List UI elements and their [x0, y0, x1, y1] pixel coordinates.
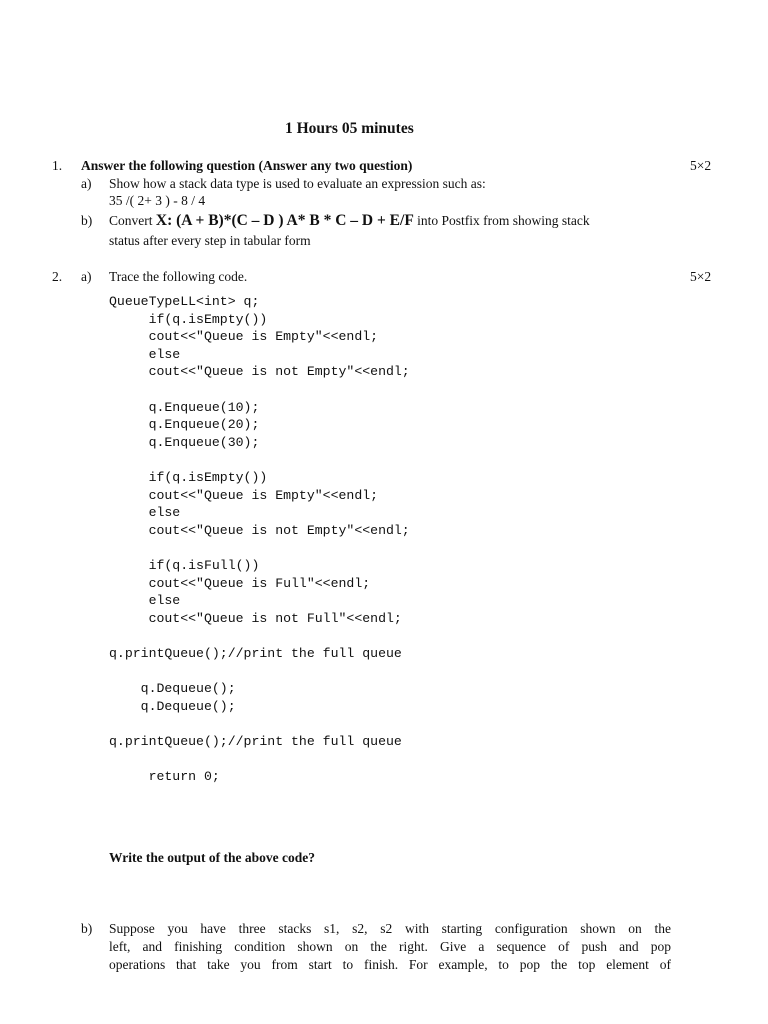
question-1b-infix-expression: X: (A + B)*(C – D ) A* B * C – D + E/F [155, 212, 414, 229]
code-line: q.Enqueue(10); [109, 399, 260, 415]
question-2a-output-prompt: Write the output of the above code? [109, 850, 315, 865]
code-line [109, 539, 410, 557]
question-1a-text: Show how a stack data type is used to evaluate an expression such as: [109, 176, 486, 191]
question-2a-intro: Trace the following code. [109, 269, 248, 284]
question-1a-label: a) [81, 176, 92, 191]
code-line: q.Dequeue(); [109, 698, 236, 714]
code-line: cout<<"Queue is not Full"<<endl; [109, 610, 402, 626]
code-line: q.Dequeue(); [109, 681, 236, 697]
question-1b-convert-word: Convert [109, 213, 153, 228]
code-line: if(q.isEmpty()) [109, 469, 268, 485]
question-2b-line: operations that take you from start to finish. For example, to pop the top element of [109, 957, 671, 972]
code-line: if(q.isEmpty()) [109, 311, 268, 327]
code-listing [109, 293, 410, 786]
code-line [109, 750, 410, 768]
code-line: q.Enqueue(30); [109, 434, 260, 450]
code-line: if(q.isFull()) [109, 557, 260, 573]
code-line [109, 627, 410, 645]
question-1b-label: b) [81, 213, 93, 228]
exam-duration-title: 1 Hours 05 minutes [285, 120, 414, 137]
code-line: q.printQueue();//print the full queue [109, 645, 402, 661]
code-line: else [109, 505, 181, 521]
question-2a-label: a) [81, 269, 92, 284]
question-2b-label: b) [81, 921, 93, 936]
code-line: q.Enqueue(20); [109, 417, 260, 433]
code-line: cout<<"Queue is Full"<<endl; [109, 575, 371, 591]
code-line: return 0; [109, 769, 220, 785]
code-line: else [109, 346, 181, 362]
question-2b-line: Suppose you have three stacks s1, s2, s2 with starting configuration shown on the [109, 921, 671, 936]
question-1-marks: 5×2 [690, 158, 712, 173]
code-line: cout<<"Queue is not Empty"<<endl; [109, 522, 410, 538]
code-line: else [109, 593, 181, 609]
question-1a-expression: 35 /( 2+ 3 ) - 8 / 4 [109, 193, 206, 208]
code-line [109, 451, 410, 469]
code-line: cout<<"Queue is not Empty"<<endl; [109, 364, 410, 380]
code-line [109, 715, 410, 733]
question-1b-line1 [109, 212, 590, 230]
question-1b-rest: into Postfix from showing stack [417, 213, 590, 228]
question-1-heading: Answer the following question (Answer any two question) [81, 158, 413, 173]
question-2-number: 2. [52, 269, 63, 284]
code-line: cout<<"Queue is Empty"<<endl; [109, 487, 379, 503]
code-line [109, 381, 410, 399]
code-line [109, 662, 410, 680]
question-2-marks: 5×2 [690, 269, 712, 284]
question-1b-line2: status after every step in tabular form [109, 233, 311, 248]
code-line: q.printQueue();//print the full queue [109, 733, 402, 749]
question-2b-line: left, and finishing condition shown on the right. Give a sequence of push and pop [109, 939, 671, 954]
question-1-number: 1. [52, 158, 63, 173]
code-line: QueueTypeLL<int> q; [109, 294, 260, 309]
code-line: cout<<"Queue is Empty"<<endl; [109, 329, 379, 345]
